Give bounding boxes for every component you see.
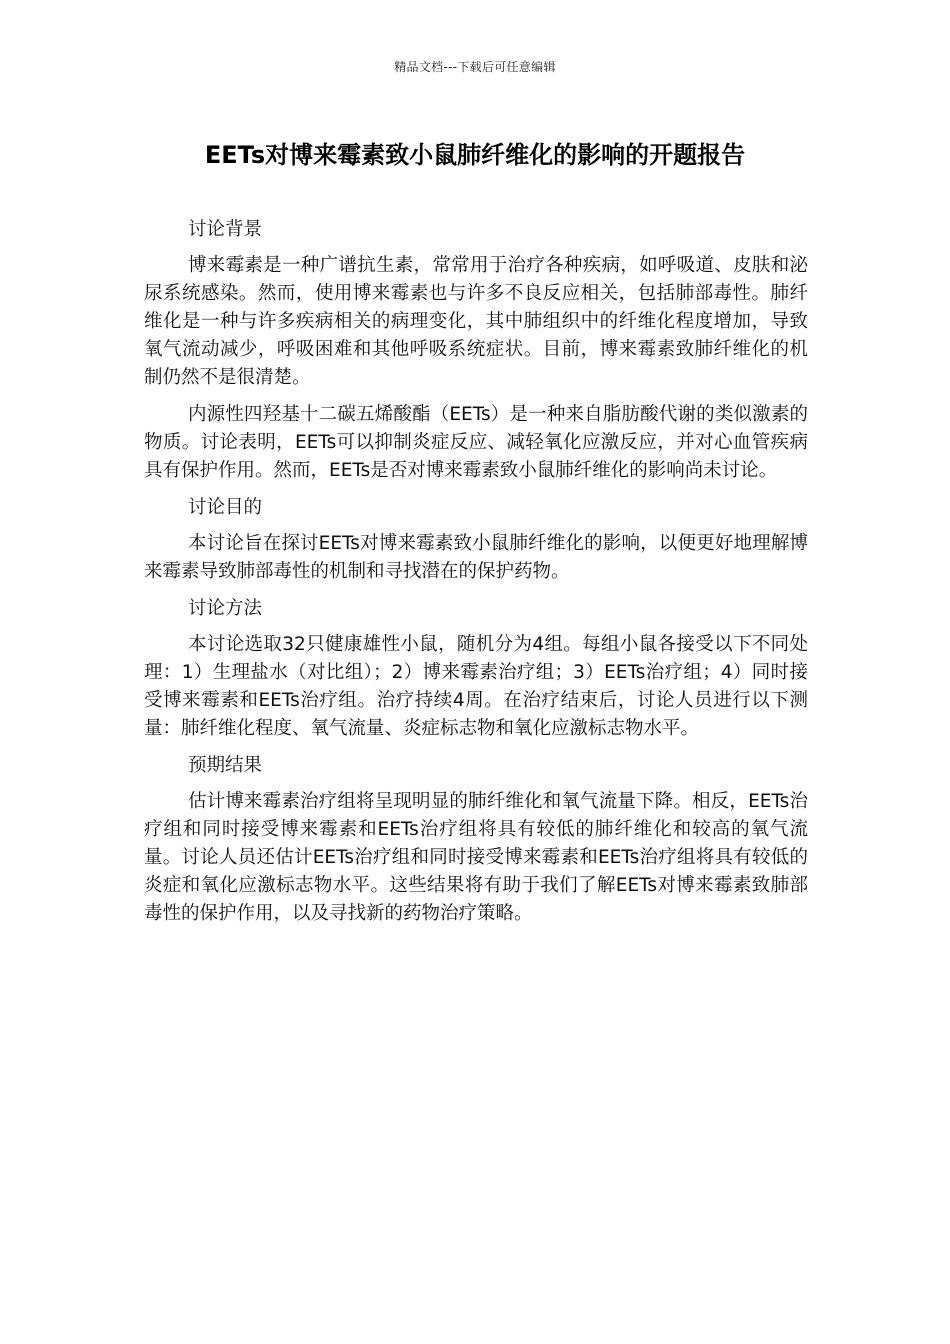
document-body [144, 216, 808, 937]
header-note: 精品文档---下载后可任意编辑 [394, 60, 556, 74]
document-title: EETs对博来霉素致小鼠肺纤维化的影响的开题报告 [204, 141, 746, 169]
section-heading-background: 讨论背景 [188, 219, 263, 240]
section-heading-expected-results: 预期结果 [188, 755, 263, 776]
section-heading-purpose: 讨论目的 [188, 497, 263, 518]
paragraph-method: 本讨论选取32只健康雄性小鼠，随机分为4组。每组小鼠各接受以下不同处理：1）生理盐水（对比组）；2）博来霉素治疗组；3）EETs治疗组；4）同时接受博来霉素和EETs治疗组。治疗持续4周。在治疗结束后，讨论人员进行以下测量：肺纤维化程度、氧气流量、炎症标志物和氧化应激标志物水平。 [144, 634, 808, 739]
paragraph-purpose: 本讨论旨在探讨EETs对博来霉素致小鼠肺纤维化的影响，以便更好地理解博来霉素导致肺部毒性的机制和寻找潜在的保护药物。 [144, 533, 808, 582]
paragraph-background-2: 内源性四羟基十二碳五烯酸酯（EETs）是一种来自脂肪酸代谢的类似激素的物质。讨论表明，EETs可以抑制炎症反应、减轻氧化应激反应，并对心血管疾病具有保护作用。然而，EETs是否对博来霉素致小鼠肺纤维化的影响尚未讨论。 [144, 404, 808, 481]
section-heading-method: 讨论方法 [188, 598, 263, 619]
paragraph-expected-results: 估计博来霉素治疗组将呈现明显的肺纤维化和氧气流量下降。相反，EETs治疗组和同时接受博来霉素和EETs治疗组将具有较低的肺纤维化和较高的氧气流量。讨论人员还估计EETs治疗组和同时接受博来霉素和EETs治疗组将具有较低的炎症和氧化应激标志物水平。这些结果将有助于我们了解EETs对博来霉素致肺部毒性的保护作用，以及寻找新的药物治疗策略。 [144, 791, 808, 924]
paragraph-background-1: 博来霉素是一种广谱抗生素，常常用于治疗各种疾病，如呼吸道、皮肤和泌尿系统感染。然而，使用博来霉素也与许多不良反应相关，包括肺部毒性。肺纤维化是一种与许多疾病相关的病理变化，其中肺组织中的纤维化程度增加，导致氧气流动减少，呼吸困难和其他呼吸系统症状。目前，博来霉素致肺纤维化的机制仍然不是很清楚。 [144, 255, 808, 388]
